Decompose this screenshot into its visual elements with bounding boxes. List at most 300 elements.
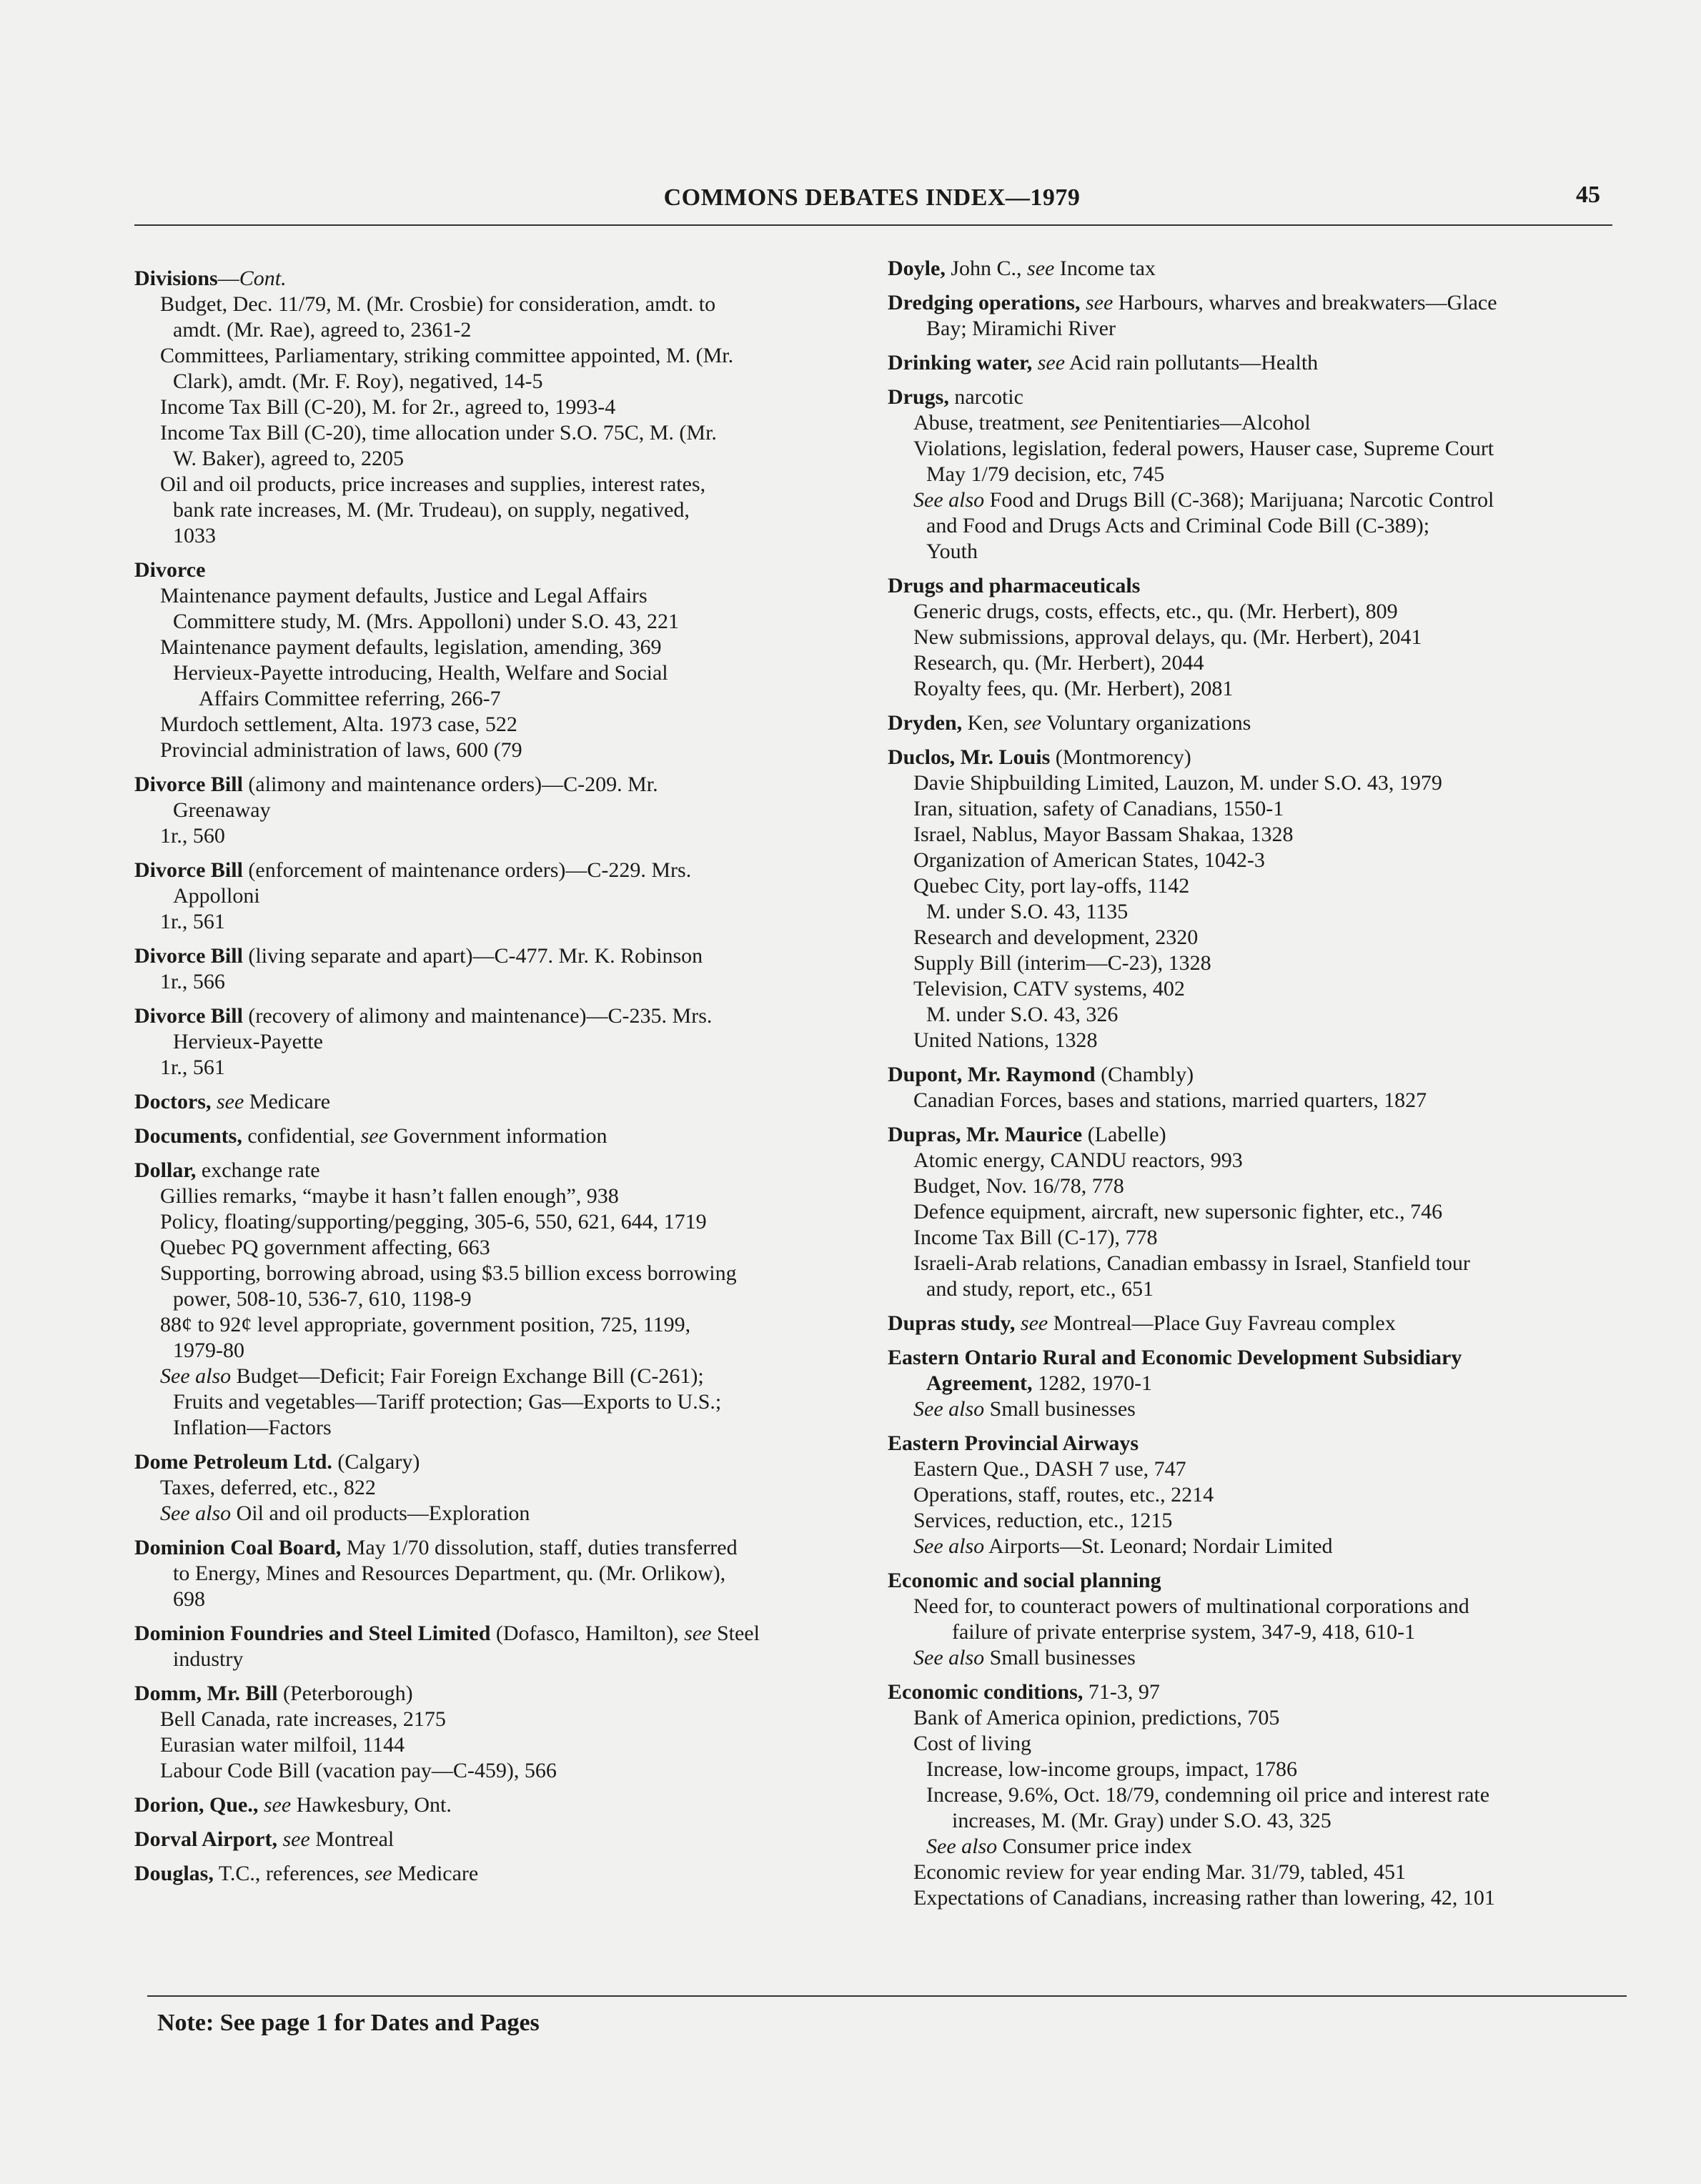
entry-text: Quebec PQ government affecting, 663	[160, 1236, 490, 1259]
entry-text: 1282, 1970-1	[1032, 1371, 1153, 1395]
entry-text: Clark), amdt. (Mr. F. Roy), negatived, 14-5	[173, 369, 543, 393]
cross-reference-marker: See also	[160, 1364, 232, 1388]
entry-text: 1r., 566	[160, 970, 225, 993]
entry-text: Small businesses	[984, 1646, 1136, 1669]
entry-text: Hawkesbury, Ont.	[291, 1793, 452, 1817]
index-entry	[888, 1568, 1631, 1671]
entry-text: Expectations of Canadians, increasing rather than lowering, 42, 101	[913, 1886, 1495, 1910]
entry-subline	[134, 798, 878, 823]
entry-text: Royalty fees, qu. (Mr. Herbert), 2081	[913, 677, 1234, 700]
entry-subline	[134, 1475, 878, 1501]
entry-text: —	[217, 267, 239, 290]
entry-text: Budget—Deficit; Fair Foreign Exchange Bill (C-261);	[231, 1364, 704, 1388]
entry-text: (Dofasco, Hamilton),	[490, 1622, 685, 1645]
entry-subline	[888, 1731, 1631, 1757]
entry-text	[1032, 351, 1038, 374]
entry-term: Douglas,	[134, 1862, 214, 1885]
entry-term: Eastern Ontario Rural and Economic Development Subsidiary	[888, 1346, 1462, 1369]
entry-subline	[134, 1029, 878, 1055]
entry-subline	[134, 1758, 878, 1784]
entry-text: (alimony and maintenance orders)—C-209. Mr.	[242, 773, 658, 796]
entry-subline	[888, 1594, 1631, 1619]
entry-text: Supporting, borrowing abroad, using $3.5 billion excess borrowing	[160, 1261, 737, 1285]
entry-subline	[134, 1415, 878, 1441]
entry-text: 1r., 561	[160, 910, 225, 933]
entry-heading-line	[888, 1062, 1631, 1088]
entry-text: Quebec City, port lay-offs, 1142	[913, 874, 1190, 898]
entry-subline	[888, 1088, 1631, 1113]
cross-reference-marker: see	[1085, 291, 1114, 314]
entry-subline	[134, 420, 878, 446]
entry-text: Penitentiaries—Alcohol	[1098, 411, 1311, 435]
entry-subline	[888, 676, 1631, 702]
index-entry	[134, 772, 878, 849]
entry-subline	[888, 316, 1631, 342]
entry-text: Defence equipment, aircraft, new supersonic fighter, etc., 746	[913, 1200, 1443, 1223]
entry-subline	[888, 1276, 1631, 1302]
entry-text: Davie Shipbuilding Limited, Lauzon, M. under S.O. 43, 1979	[913, 771, 1442, 795]
entry-subline	[134, 497, 878, 523]
entry-text: Labour Code Bill (vacation pay—C-459), 566	[160, 1759, 557, 1782]
index-entry	[134, 1535, 878, 1612]
entry-text: 71-3, 97	[1083, 1680, 1160, 1704]
entry-subline	[134, 712, 878, 738]
entry-term: Divorce	[134, 558, 206, 582]
entry-subline	[888, 650, 1631, 676]
entry-subline	[888, 487, 1631, 513]
entry-subline	[888, 950, 1631, 976]
entry-subline	[888, 513, 1631, 539]
entry-text: Greenaway	[173, 798, 271, 822]
entry-subline	[134, 1261, 878, 1286]
cross-reference-marker: See also	[913, 1534, 985, 1558]
cross-reference-marker: See also	[913, 1397, 985, 1421]
entry-subline	[134, 1501, 878, 1527]
entry-subline	[888, 599, 1631, 625]
index-entry	[888, 1062, 1631, 1113]
entry-subline	[134, 1209, 878, 1235]
entry-text: Organization of American States, 1042-3	[913, 848, 1265, 872]
entry-heading-line	[888, 710, 1631, 736]
cross-reference-marker: see	[282, 1827, 310, 1851]
entry-text: Policy, floating/supporting/pegging, 305-6, 550, 621, 644, 1719	[160, 1210, 707, 1234]
entry-subline	[134, 969, 878, 995]
entry-text: failure of private enterprise system, 347-9, 418, 610-1	[952, 1620, 1416, 1644]
index-entry	[134, 1449, 878, 1527]
entry-term: Dryden,	[888, 711, 963, 735]
entry-text: Canadian Forces, bases and stations, married quarters, 1827	[913, 1088, 1427, 1112]
entry-subline	[134, 1707, 878, 1732]
entry-heading-line	[134, 557, 878, 583]
entry-text: Abuse, treatment,	[913, 411, 1071, 435]
entry-term: Dominion Foundries and Steel Limited	[134, 1622, 491, 1645]
entry-subline	[134, 292, 878, 317]
entry-text: May 1/70 dissolution, staff, duties transferred	[341, 1536, 738, 1559]
entry-text: Budget, Nov. 16/78, 778	[913, 1174, 1124, 1198]
entry-text: Provincial administration of laws, 600 (79	[160, 738, 522, 762]
entry-text: John C.,	[945, 257, 1028, 280]
entry-subline	[888, 899, 1631, 925]
entry-heading-line	[888, 1431, 1631, 1456]
entry-text: power, 508-10, 536-7, 610, 1198-9	[173, 1287, 472, 1311]
index-entry	[888, 350, 1631, 376]
entry-subline	[888, 539, 1631, 565]
entry-text: Government information	[387, 1124, 608, 1148]
entry-text: (Labelle)	[1082, 1123, 1166, 1146]
entry-text: 1033	[173, 524, 216, 547]
entry-text: Oil and oil products—Exploration	[231, 1502, 530, 1525]
entry-term: Divorce Bill	[134, 858, 243, 882]
index-entry	[888, 1679, 1631, 1911]
entry-text: Iran, situation, safety of Canadians, 1550-1	[913, 797, 1284, 820]
entry-term: Dupont, Mr. Raymond	[888, 1063, 1096, 1086]
index-entry	[134, 1827, 878, 1852]
page-number: 45	[1576, 182, 1600, 208]
entry-text	[211, 1090, 217, 1113]
entry-text: Montreal	[309, 1827, 395, 1851]
entry-text: Maintenance payment defaults, legislation, amending, 369	[160, 635, 662, 659]
entry-text: Television, CATV systems, 402	[913, 977, 1185, 1001]
entry-subline	[888, 848, 1631, 873]
entry-term: Dupras study,	[888, 1311, 1016, 1335]
entry-text: and Food and Drugs Acts and Criminal Code Bill (C-389);	[926, 514, 1430, 537]
entry-text: Medicare	[392, 1862, 479, 1885]
entry-text: (Chambly)	[1095, 1063, 1194, 1086]
entry-subline	[888, 436, 1631, 462]
entry-heading-line	[134, 772, 878, 798]
entry-text: Cost of living	[913, 1732, 1032, 1755]
entry-text: Small businesses	[984, 1397, 1136, 1421]
entry-subline	[888, 822, 1631, 848]
cross-reference-marker: see	[360, 1124, 388, 1148]
footer-note: Note: See page 1 for Dates and Pages	[157, 2010, 540, 2036]
entry-heading-line	[888, 1679, 1631, 1705]
entry-text: confidential,	[242, 1124, 361, 1148]
entry-text: (Calgary)	[332, 1450, 420, 1474]
entry-subline	[134, 343, 878, 369]
footer-rule	[147, 1995, 1627, 1997]
entry-text: Budget, Dec. 11/79, M. (Mr. Crosbie) for consideration, amdt. to	[160, 292, 716, 316]
entry-text: Ken,	[962, 711, 1014, 735]
entry-text: increases, M. (Mr. Gray) under S.O. 43, 325	[952, 1809, 1331, 1832]
entry-text: Eastern Que., DASH 7 use, 747	[913, 1457, 1186, 1481]
entry-heading-line	[134, 266, 878, 292]
entry-subline	[888, 1456, 1631, 1482]
entry-text: Taxes, deferred, etc., 822	[160, 1476, 376, 1499]
entry-text: Acid rain pollutants—Health	[1065, 351, 1319, 374]
entry-text: Bank of America opinion, predictions, 705	[913, 1706, 1280, 1729]
entry-text: Research, qu. (Mr. Herbert), 2044	[913, 651, 1204, 675]
entry-subline	[888, 1396, 1631, 1422]
entry-text: (enforcement of maintenance orders)—C-229. Mrs.	[242, 858, 692, 882]
cross-reference-marker: see	[364, 1862, 392, 1885]
index-entry	[134, 1861, 878, 1887]
entry-subline	[134, 523, 878, 549]
entry-text: Gillies remarks, “maybe it hasn’t fallen enough”, 938	[160, 1184, 619, 1208]
cross-reference-marker: see	[1027, 257, 1055, 280]
entry-text: industry	[173, 1647, 244, 1671]
entry-subline	[888, 1508, 1631, 1534]
entry-text	[258, 1793, 264, 1817]
cross-reference-marker: see	[263, 1793, 292, 1817]
entry-subline	[888, 976, 1631, 1002]
entry-text: Increase, 9.6%, Oct. 18/79, condemning oil price and interest rate	[926, 1783, 1490, 1807]
entry-text: Income Tax Bill (C-20), M. for 2r., agreed to, 1993-4	[160, 395, 616, 419]
index-entry	[134, 1792, 878, 1818]
entry-term: Doctors,	[134, 1090, 212, 1113]
index-entry	[888, 745, 1631, 1053]
entry-term: Economic and social planning	[888, 1569, 1161, 1592]
index-column-left	[134, 266, 878, 1895]
entry-text: Fruits and vegetables—Tariff protection; Gas—Exports to U.S.;	[173, 1390, 722, 1414]
entry-subline	[888, 410, 1631, 436]
entry-text: Bay; Miramichi River	[926, 317, 1116, 340]
entry-term: Divisions	[134, 267, 218, 290]
entry-term: Drugs and pharmaceuticals	[888, 574, 1141, 597]
index-entry	[888, 573, 1631, 702]
entry-subline	[888, 1173, 1631, 1199]
entry-text: Oil and oil products, price increases and supplies, interest rates,	[160, 472, 706, 496]
entry-subline	[888, 1002, 1631, 1028]
entry-heading-line	[888, 1311, 1631, 1336]
entry-text: New submissions, approval delays, qu. (Mr. Herbert), 2041	[913, 625, 1422, 649]
entry-heading-line	[134, 1861, 878, 1887]
entry-term: Dupras, Mr. Maurice	[888, 1123, 1083, 1146]
entry-text: T.C., references,	[213, 1862, 365, 1885]
entry-text: Hervieux-Payette introducing, Health, Welfare and Social	[173, 661, 668, 685]
entry-text: Income tax	[1054, 257, 1156, 280]
entry-subline	[888, 925, 1631, 950]
entry-subline	[134, 472, 878, 497]
entry-heading-line	[134, 1792, 878, 1818]
index-entry	[134, 1621, 878, 1672]
entry-subline	[134, 883, 878, 909]
cross-reference-marker: See also	[160, 1502, 232, 1525]
entry-text	[1015, 1311, 1021, 1335]
entry-text: Montreal—Place Guy Favreau complex	[1048, 1311, 1396, 1335]
entry-text: 1979-80	[173, 1339, 244, 1362]
index-entry	[134, 858, 878, 935]
entry-subline	[134, 1364, 878, 1389]
entry-subline	[134, 1235, 878, 1261]
index-entry	[888, 1345, 1631, 1422]
entry-text: M. under S.O. 43, 326	[926, 1003, 1119, 1026]
cross-reference-marker: see	[216, 1090, 244, 1113]
index-entry	[888, 710, 1631, 736]
entry-text: (Montmorency)	[1050, 745, 1191, 769]
cross-reference-marker: See also	[926, 1835, 998, 1858]
entry-heading-line	[134, 1621, 878, 1647]
entry-text: Supply Bill (interim—C-23), 1328	[913, 951, 1211, 975]
entry-text: 698	[173, 1587, 205, 1611]
entry-heading-line	[888, 384, 1631, 410]
entry-text: Airports—St. Leonard; Nordair Limited	[984, 1534, 1333, 1558]
cross-reference-marker: see	[684, 1622, 712, 1645]
entry-text: Murdoch settlement, Alta. 1973 case, 522	[160, 713, 517, 736]
entry-subline	[888, 1808, 1631, 1834]
entry-term: Drinking water,	[888, 351, 1033, 374]
entry-subline	[134, 369, 878, 394]
entry-heading-line	[888, 350, 1631, 376]
entry-subline	[134, 1587, 878, 1612]
entry-term: Divorce Bill	[134, 1004, 243, 1028]
entry-subline	[134, 1183, 878, 1209]
index-entry	[888, 1311, 1631, 1336]
entry-text: May 1/79 decision, etc, 745	[926, 462, 1165, 486]
entry-term: Dome Petroleum Ltd.	[134, 1450, 332, 1474]
entry-subline	[134, 583, 878, 609]
entry-text: exchange rate	[196, 1158, 320, 1182]
entry-subline	[888, 1199, 1631, 1225]
entry-text: Committees, Parliamentary, striking committee appointed, M. (Mr.	[160, 344, 734, 367]
cross-reference-marker: see	[1020, 1311, 1048, 1335]
entry-heading-line	[888, 256, 1631, 282]
entry-subline	[888, 1645, 1631, 1671]
entry-text: W. Baker), agreed to, 2205	[173, 447, 404, 470]
index-entry	[134, 557, 878, 763]
entry-text: and study, report, etc., 651	[926, 1277, 1154, 1301]
entry-heading-line	[134, 1089, 878, 1115]
index-column-right	[888, 256, 1631, 1920]
entry-text: Bell Canada, rate increases, 2175	[160, 1707, 446, 1731]
entry-subline	[888, 1782, 1631, 1808]
entry-text: Generic drugs, costs, effects, etc., qu. (Mr. Herbert), 809	[913, 600, 1398, 623]
entry-subline	[888, 873, 1631, 899]
entry-subline	[888, 1757, 1631, 1782]
cross-reference-marker: see	[1070, 411, 1099, 435]
entry-text: bank rate increases, M. (Mr. Trudeau), on supply, negatived,	[173, 498, 690, 522]
entry-subline	[888, 1371, 1631, 1396]
entry-subline	[888, 1534, 1631, 1559]
entry-subline	[888, 1619, 1631, 1645]
entry-term: Eastern Provincial Airways	[888, 1431, 1139, 1455]
entry-term: Documents,	[134, 1124, 242, 1148]
entry-subline	[134, 660, 878, 686]
entry-term: Divorce Bill	[134, 773, 243, 796]
cross-reference-marker: See also	[913, 1646, 985, 1669]
entry-term: Dorion, Que.,	[134, 1793, 259, 1817]
entry-text: to Energy, Mines and Resources Department, qu. (Mr. Orlikow),	[173, 1562, 726, 1585]
entry-text: 1r., 561	[160, 1056, 225, 1079]
entry-heading-line	[134, 1449, 878, 1475]
entry-heading-line	[134, 1827, 878, 1852]
entry-text: Medicare	[244, 1090, 331, 1113]
entry-term: Dorval Airport,	[134, 1827, 277, 1851]
entry-subline	[134, 1561, 878, 1587]
entry-subline	[134, 317, 878, 343]
entry-text: Appolloni	[173, 884, 260, 908]
cross-reference-marker: see	[1013, 711, 1041, 735]
index-entry	[888, 1431, 1631, 1559]
entry-text: Increase, low-income groups, impact, 1786	[926, 1757, 1298, 1781]
entry-heading-line	[134, 858, 878, 883]
entry-text: Affairs Committee referring, 266-7	[199, 687, 501, 710]
entry-subline	[888, 1148, 1631, 1173]
entry-subline	[134, 823, 878, 849]
entry-text: Need for, to counteract powers of multinational corporations and	[913, 1594, 1469, 1618]
entry-text: (Peterborough)	[277, 1682, 413, 1705]
entry-subline	[888, 625, 1631, 650]
entry-text: Harbours, wharves and breakwaters—Glace	[1113, 291, 1497, 314]
entry-heading-line	[134, 1535, 878, 1561]
entry-text: United Nations, 1328	[913, 1028, 1098, 1052]
entry-term: Dollar,	[134, 1158, 197, 1182]
entry-subline	[134, 1647, 878, 1672]
entry-subline	[134, 635, 878, 660]
entry-subline	[134, 446, 878, 472]
entry-subline	[888, 770, 1631, 796]
entry-subline	[888, 1225, 1631, 1251]
entry-subline	[134, 738, 878, 763]
entry-subline	[134, 609, 878, 635]
entry-subline	[888, 1028, 1631, 1053]
entry-heading-line	[888, 290, 1631, 316]
entry-term: Dredging operations,	[888, 291, 1081, 314]
entry-subline	[134, 1389, 878, 1415]
cross-reference-marker: See also	[913, 488, 985, 512]
header-rule	[134, 224, 1612, 226]
entry-text: Eurasian water milfoil, 1144	[160, 1733, 405, 1757]
entry-term: Duclos, Mr. Louis	[888, 745, 1051, 769]
entry-term: Domm, Mr. Bill	[134, 1682, 278, 1705]
entry-text: Consumer price index	[997, 1835, 1192, 1858]
entry-heading-line	[888, 1122, 1631, 1148]
entry-text: Israeli-Arab relations, Canadian embassy in Israel, Stanfield tour	[913, 1251, 1470, 1275]
entry-subline	[134, 1055, 878, 1081]
entry-text: Maintenance payment defaults, Justice and Legal Affairs	[160, 584, 648, 607]
entry-text: Steel	[711, 1622, 760, 1645]
entry-subline	[134, 1312, 878, 1338]
index-entry	[134, 1681, 878, 1784]
entry-heading-line	[888, 1345, 1631, 1371]
entry-text: Operations, staff, routes, etc., 2214	[913, 1483, 1214, 1507]
entry-text: (recovery of alimony and maintenance)—C-235. Mrs.	[242, 1004, 713, 1028]
entry-text: Voluntary organizations	[1041, 711, 1251, 735]
entry-heading-line	[134, 1003, 878, 1029]
entry-subline	[134, 394, 878, 420]
entry-subline	[888, 1885, 1631, 1911]
index-entry	[888, 256, 1631, 282]
entry-subline	[134, 1732, 878, 1758]
entry-text: Food and Drugs Bill (C-368); Marijuana; Narcotic Control	[984, 488, 1494, 512]
entry-heading-line	[134, 1158, 878, 1183]
entry-text: (living separate and apart)—C-477. Mr. K. Robinson	[242, 944, 703, 968]
entry-text: Atomic energy, CANDU reactors, 993	[913, 1148, 1243, 1172]
entry-term: Drugs,	[888, 385, 949, 409]
entry-text: 1r., 560	[160, 824, 225, 848]
entry-text: Youth	[926, 540, 978, 563]
entry-subline	[888, 796, 1631, 822]
entry-subline	[134, 1338, 878, 1364]
entry-text: Income Tax Bill (C-17), 778	[913, 1226, 1158, 1249]
entry-term: Doyle,	[888, 257, 946, 280]
entry-heading-line	[134, 943, 878, 969]
entry-text: 88¢ to 92¢ level appropriate, government position, 725, 1199,	[160, 1313, 691, 1336]
index-entry	[134, 1003, 878, 1081]
page-title: COMMONS DEBATES INDEX—1979	[663, 184, 1081, 211]
entry-text: amdt. (Mr. Rae), agreed to, 2361-2	[173, 318, 472, 342]
entry-term: Dominion Coal Board,	[134, 1536, 342, 1559]
index-entry	[888, 1122, 1631, 1302]
entry-text: Services, reduction, etc., 1215	[913, 1509, 1173, 1532]
entry-text: M. under S.O. 43, 1135	[926, 900, 1129, 923]
entry-term: Economic conditions,	[888, 1680, 1083, 1704]
entry-text: Research and development, 2320	[913, 925, 1199, 949]
entry-text: Economic review for year ending Mar. 31/79, tabled, 451	[913, 1860, 1406, 1884]
entry-heading-line	[888, 1568, 1631, 1594]
entry-term: Agreement,	[926, 1371, 1033, 1395]
entry-text: Hervieux-Payette	[173, 1030, 323, 1053]
